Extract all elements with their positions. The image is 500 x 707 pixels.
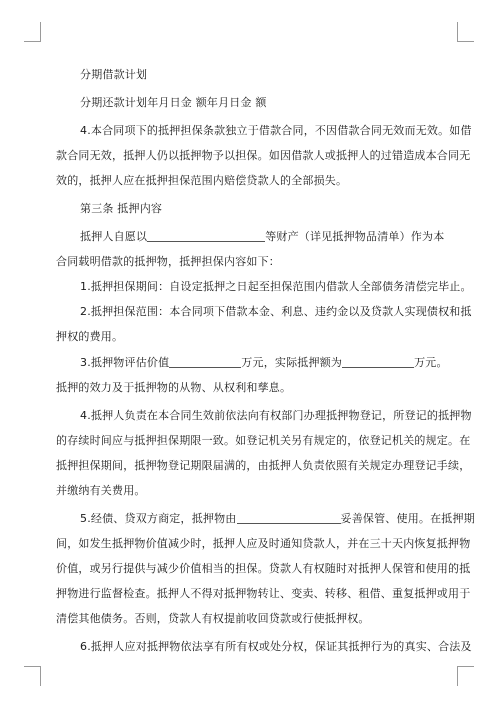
document-heading: 分期借款计划 [80, 68, 148, 81]
intro-text-b: 等财产（详见抵押物品清单）作为本 [265, 230, 445, 243]
item4-line1: 4.抵押人负责在本合同生效前依法向有权部门办理抵押物登记，所登记的抵押物 [80, 409, 472, 422]
collateral-blank [147, 240, 265, 242]
item1-line: 1.抵押担保期间：自设定抵押之日起至担保范围内借款人全部债务清偿完毕止。 [80, 280, 472, 293]
item5-line4: 押物进行监督检查。抵押人不得对抵押物转让、变卖、转移、租借、重复抵押或用于 [56, 587, 471, 600]
valuation-blank [169, 366, 241, 368]
item4-line3: 抵押担保期间，抵押物登记期限届满的，由抵押人负责依照有关规定办理登记手续， [56, 459, 471, 472]
item5-text-b: 妥善保管、使用。在抵押期 [340, 512, 475, 525]
article3-title: 第三条 抵押内容 [80, 202, 163, 215]
crop-mark-top-left-h [24, 41, 41, 42]
intro-text-a: 抵押人自愿以 [80, 230, 148, 243]
custodian-blank [237, 522, 341, 524]
crop-mark-top-left-v [40, 22, 41, 42]
item2-line2: 押权的费用。 [56, 330, 124, 343]
item6-line1: 6.抵押人应对抵押物依法享有所有权或处分权，保证其抵押行为的真实、合法及 [80, 640, 472, 653]
item5-line5: 清偿其他债务。否则，贷款人有权提前收回贷款或行使抵押权。 [56, 612, 370, 625]
clause4-line1: 4.本合同项下的抵押担保条款独立于借款合同，不因借款合同无效而无效。如借 [80, 124, 472, 137]
item5-line2: 间，如发生抵押物价值减少时，抵押人应及时通知贷款人，并在三十天内恢复抵押物 [56, 537, 471, 550]
intro-line1 [80, 230, 444, 244]
mortgage-amount-blank [342, 366, 414, 368]
crop-mark-bottom-left-v [40, 666, 41, 686]
item5-line3: 价值，或另行提供与减少价值相当的担保。贷款人有权随时对抵押人保管和使用的抵 [56, 562, 471, 575]
item5-line1 [80, 512, 475, 526]
crop-mark-bottom-right-h [457, 666, 474, 667]
item4-line2: 的存续时间应与抵押担保期限一致。如登记机关另有规定的，依登记机关的规定。在 [56, 434, 471, 447]
item3-line2: 抵押的效力及于抵押物的从物、从权利和孳息。 [56, 381, 292, 394]
crop-mark-bottom-left-h [24, 666, 41, 667]
clause4-line2: 款合同无效，抵押人仍以抵押物予以担保。如因借款人或抵押人的过错造成本合同无 [56, 149, 471, 162]
repayment-plan-line: 分期还款计划年月日金 额年月日金 额 [80, 96, 267, 109]
item5-text-a: 5.经债、贷双方商定，抵押物由 [80, 512, 237, 525]
item3-text-b: 万元，实际抵押额为 [241, 356, 343, 369]
intro-line2: 合同载明借款的抵押物，抵押担保内容如下： [56, 255, 280, 268]
crop-mark-top-right-v [457, 22, 458, 42]
item2-line1: 2.抵押担保范围：本合同项下借款本金、利息、违约金以及贷款人实现债权和抵 [80, 305, 472, 318]
item3-line1 [80, 356, 448, 370]
crop-mark-bottom-right-v [457, 666, 458, 686]
crop-mark-top-right-h [457, 41, 474, 42]
item3-text-a: 3.抵押物评估价值 [80, 356, 170, 369]
item3-text-c: 万元。 [414, 356, 448, 369]
item4-line4: 并缴纳有关费用。 [56, 484, 146, 497]
clause4-line3: 效的，抵押人应在抵押担保范围内赔偿贷款人的全部损失。 [56, 174, 348, 187]
